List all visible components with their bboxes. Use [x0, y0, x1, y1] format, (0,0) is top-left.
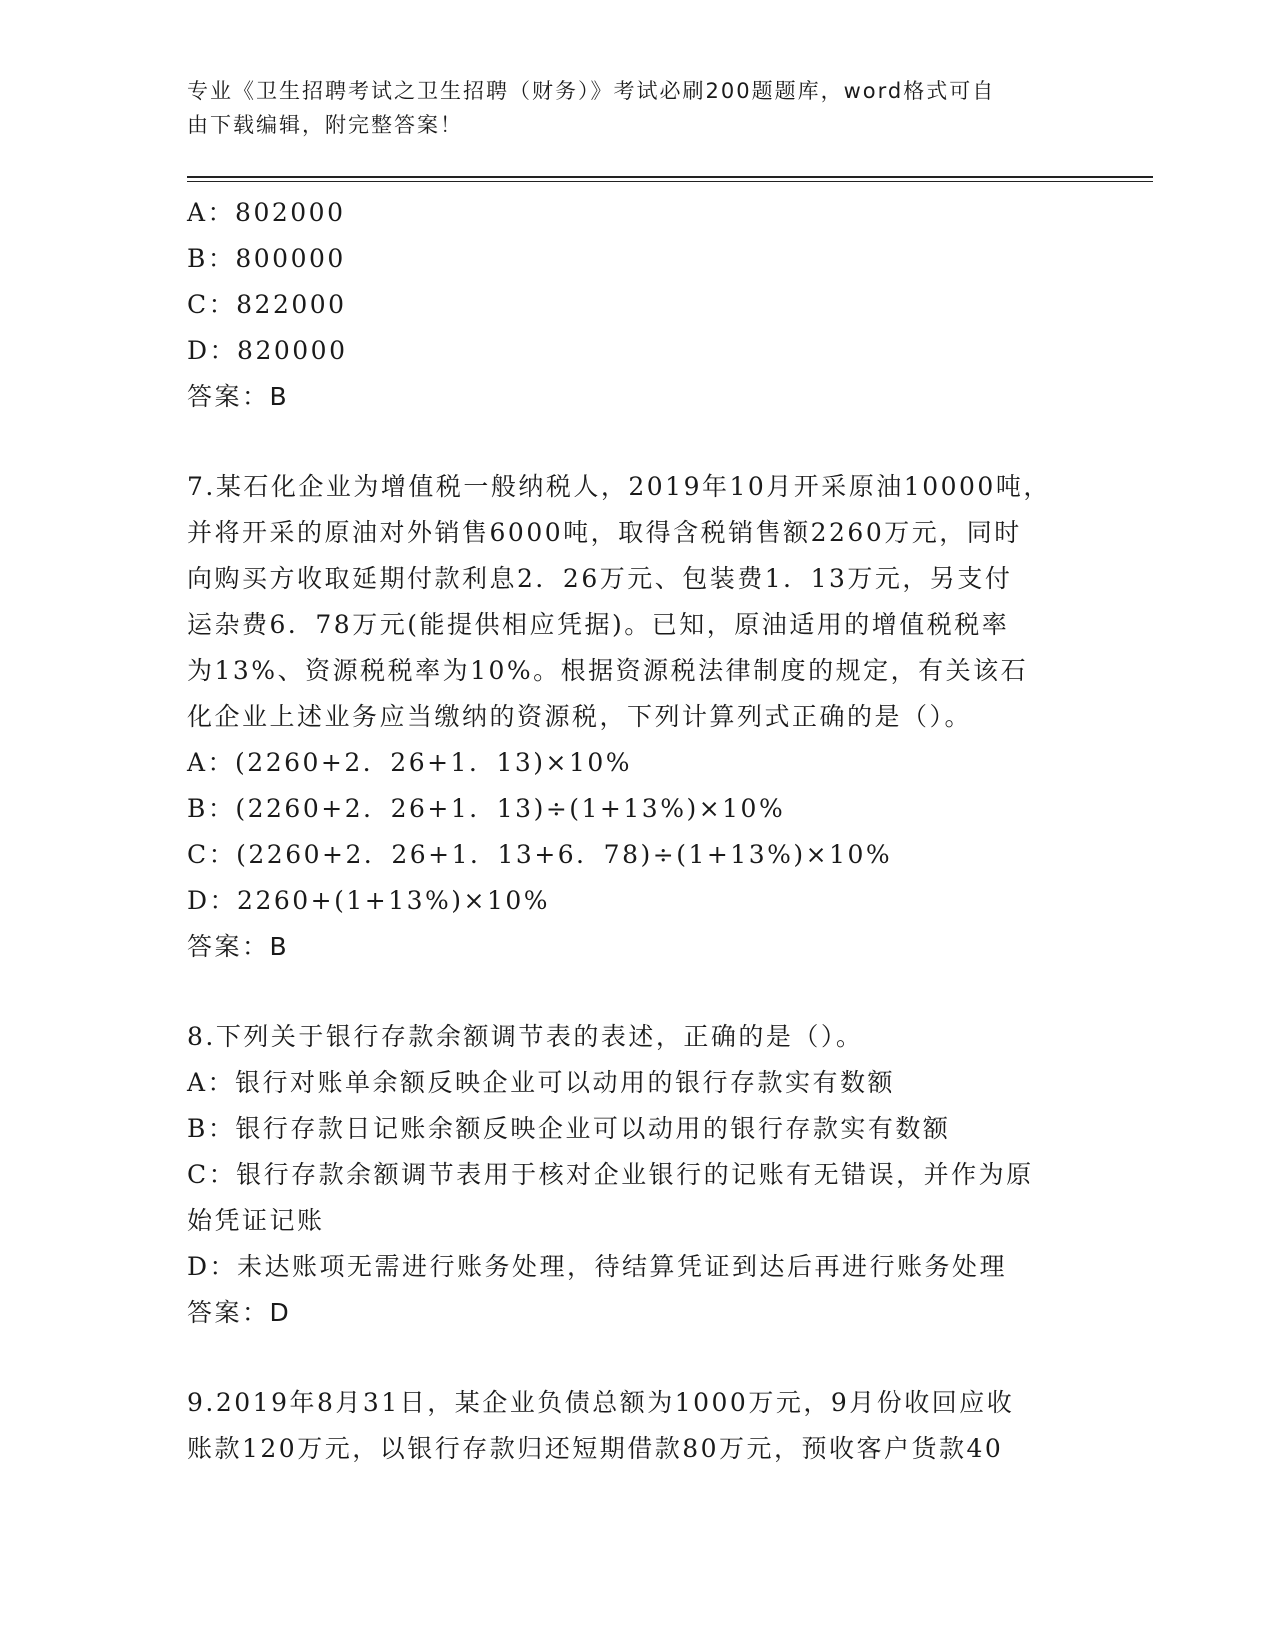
question-7-stem-line: 化企业上述业务应当缴纳的资源税，下列计算列式正确的是（）。	[187, 702, 973, 731]
option-a: A：(2260+2．26+1．13)×10%	[187, 748, 633, 777]
option-a: A：银行对账单余额反映企业可以动用的银行存款实有数额	[187, 1068, 896, 1097]
question-8-stem-line: 8.下列关于银行存款余额调节表的表述，正确的是（）。	[187, 1022, 864, 1051]
option-c: C：822000	[187, 290, 347, 319]
option-b: B：银行存款日记账余额反映企业可以动用的银行存款实有数额	[187, 1114, 951, 1143]
document-header	[187, 74, 1067, 142]
header-divider-thick	[187, 176, 1153, 178]
option-d: D：820000	[187, 336, 348, 365]
header-divider-thin	[187, 181, 1153, 182]
header-line-1: 专业《卫生招聘考试之卫生招聘（财务）》考试必刷200题题库，word格式可自	[187, 79, 996, 103]
option-c-continued: 始凭证记账	[187, 1206, 325, 1235]
option-c: C：银行存款余额调节表用于核对企业银行的记账有无错误，并作为原	[187, 1160, 1034, 1189]
question-7-stem-line: 7.某石化企业为增值税一般纳税人，2019年10月开采原油10000吨，	[187, 472, 1051, 501]
document-body	[187, 190, 1087, 1472]
question-7-stem-line: 向购买方收取延期付款利息2．26万元、包装费1．13万元，另支付	[187, 564, 1013, 593]
spacer	[187, 420, 1087, 464]
question-8	[187, 1014, 1087, 1336]
option-d: D：未达账项无需进行账务处理，待结算凭证到达后再进行账务处理	[187, 1252, 1008, 1281]
spacer	[187, 1336, 1087, 1380]
question-6-answer: 答案：B	[187, 382, 290, 411]
option-a: A：802000	[187, 198, 346, 227]
question-8-answer: 答案：D	[187, 1298, 292, 1327]
question-7-stem-line: 并将开采的原油对外销售6000吨，取得含税销售额2260万元，同时	[187, 518, 1022, 547]
option-c: C：(2260+2．26+1．13+6．78)÷(1+13%)×10%	[187, 840, 893, 869]
question-7-answer: 答案：B	[187, 932, 290, 961]
question-9-stem-line: 账款120万元，以银行存款归还短期借款80万元，预收客户货款40	[187, 1434, 1004, 1463]
question-6-options	[187, 190, 1087, 374]
question-9	[187, 1380, 1087, 1472]
question-7-stem-line: 为13%、资源税税率为10%。根据资源税法律制度的规定，有关该石	[187, 656, 1029, 685]
question-9-stem-line: 9.2019年8月31日，某企业负债总额为1000万元，9月份收回应收	[187, 1388, 1015, 1417]
question-7-stem-line: 运杂费6．78万元(能提供相应凭据)。已知，原油适用的增值税税率	[187, 610, 1010, 639]
option-b: B：(2260+2．26+1．13)÷(1+13%)×10%	[187, 794, 786, 823]
option-d: D：2260+(1+13%)×10%	[187, 886, 551, 915]
option-b: B：800000	[187, 244, 346, 273]
header-line-2: 由下载编辑，附完整答案！	[187, 113, 463, 137]
question-7	[187, 464, 1087, 970]
spacer	[187, 970, 1087, 1014]
